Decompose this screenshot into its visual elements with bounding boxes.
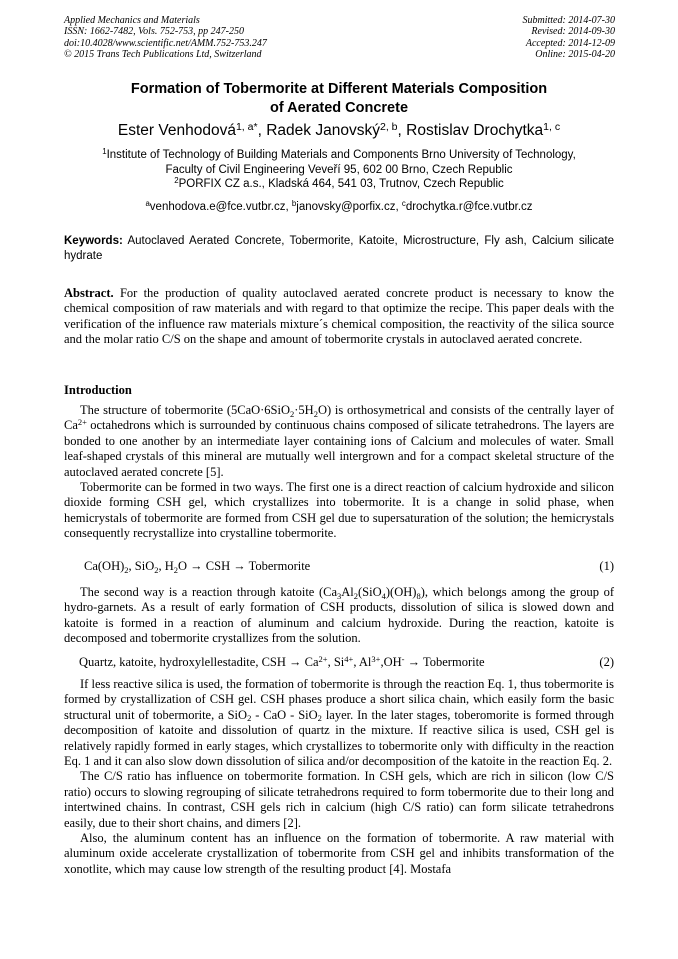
paragraph: The second way is a reaction through katoite $(Ca_3Al_2(SiO_4)(OH)_8)$, which belongs among the group of hydro-garnets. As a result of early formation of CSH products, dissolution of silica is slowed down and katoite is formed in a reaction of aluminum and calcium hydroxide. During the reaction, katoite is decomposed and tobermorite crystallizes from the solution.: [64, 585, 614, 646]
revised-date: Revised: 2014-09-30: [531, 26, 615, 38]
email-link[interactable]: janovsky@porfix.cz,: [296, 201, 399, 213]
paragraph: If less reactive silica is used, the formation of tobermorite is through the reaction Eq. 1, thus tobermorite is formed by crystallization of CSH gel. CSH phases produce a short silica chain, which easily form the basic structural unit of tobermorite, a SiO$_2$ - CaO - SiO$_2$ layer. In the later stages, toberomorite is formed through decomposition of katoite and dissolution of quartz in the mixture. If reactive silica is used, CSH gel is relatively rapidly formed in early stages, which crystallizes to tobermorite only with difficulty in the reaction Eq. 1 and it can also slow down dissolution of silica and/or decomposition of the katoite in the reaction Eq. 2.: [64, 677, 614, 769]
affiliation-line: [64, 148, 614, 163]
paper-title: [64, 80, 614, 118]
keywords-label: Keywords:: [64, 235, 123, 247]
online-date: Online: 2015-04-20: [535, 48, 615, 60]
affiliation-mark: 2: [174, 176, 179, 186]
email-mark: a: [145, 199, 150, 209]
equation-1: $Ca(OH)_2$, SiO$_2$, $H_2O$ → CSH → Tobermorite (1): [84, 559, 614, 575]
affiliation-text: Institute of Technology of Building Materials and Components Brno University of Technology,: [106, 149, 576, 161]
affiliation-line: Faculty of Civil Engineering Veveří 95, 602 00 Brno, Czech Republic: [165, 163, 513, 176]
author-affiliation-mark: 2, b: [379, 120, 398, 133]
intro-block-2: [64, 585, 614, 647]
submitted-date: Submitted: 2014-07-30: [522, 15, 615, 26]
author-affiliation-mark: 1, c: [543, 120, 561, 133]
author-name: Ester Venhodová: [117, 122, 236, 139]
keywords-text: Autoclaved Aerated Concrete, Tobermorite, Katoite, Microstructure, Fly ash, Calcium silicate hydrate: [64, 235, 615, 262]
affiliation-mark: 1: [102, 147, 107, 157]
paragraph: The C/S ratio has influence on tobermorite formation. In CSH gels, which are rich in silicon (low C/S ratio) occurs to slowing regrouping of silicate tetrahedrons required to form tobermorite due to their long and intertwined chains. In contrast, CSH gels rich in calcium (high C/S ratio) can form silicate tetrahedrons easily, due to their short chains, and dimers [2].: [64, 769, 614, 830]
email-list: [64, 200, 614, 214]
author-affiliation-mark: 1, a*: [235, 120, 258, 133]
issn-line: ISSN: 1662-7482, Vols. 752-753, pp 247-250: [64, 26, 244, 38]
email-link[interactable]: venhodova.e@fce.vutbr.cz,: [149, 201, 289, 213]
paragraph: The structure of tobermorite $(5CaO\cdot 6SiO_2\cdot 5H_2O)$ is orthosymetrical and consists of the centrally layer of $Ca^{2+}$ octahedrons which is surrounded by continuous chains composed of silicate tetrahedrons. The layers are bonded to one another by an intermediate layer containing ions of Calcium and molecules of water. Small leaf-shaped crystals of this mineral are mutually well intergrown and for a compact skeletal structure of the autoclaved aerated concrete [5].: [64, 403, 614, 479]
email-link[interactable]: drochytka.r@fce.vutbr.cz: [405, 201, 533, 213]
copyright-line: © 2015 Trans Tech Publications Ltd, Switzerland: [64, 48, 262, 60]
equation-number: (1): [599, 559, 614, 573]
section-heading: Introduction: [64, 383, 132, 397]
author-name: Radek Janovský: [266, 122, 380, 139]
paragraph: Tobermorite can be formed in two ways. The first one is a direct reaction of calcium hydroxide and silicon dioxide forming CSH gel, which crystallizes into tobermorite. It is a change in solid phase, when hemicrystals of tobermorite are formed from CSH gel due to supersaturation of the solution; the hemicrystals consequently recrystallize into crystalline tobermorite.: [64, 480, 614, 541]
author-list: Ester Venhodová$^{1, a*}$, Radek Janovský$^{2, b}$, Rostislav Drochytka$^{1, c}$: [117, 120, 561, 139]
title-line-2: of Aerated Concrete: [269, 100, 409, 116]
accepted-date: Accepted: 2014-12-09: [525, 37, 615, 49]
paragraph: Also, the aluminum content has an influence on the formation of tobermorite. A raw material with aluminum oxide accelerate crystallization of tobermorite from CSH gel and inhibits transformation of the xonotlite, which may cause low strength of the resulting product [4]. Mostafa: [64, 831, 614, 876]
equation-number: (2): [599, 655, 614, 669]
email-mark: c: [401, 199, 406, 209]
journal-info: [64, 15, 267, 60]
doi-line: doi:10.4028/www.scientific.net/AMM.752-753.247: [64, 37, 267, 49]
abstract-text: For the production of quality autoclaved aerated concrete product is necessary to know the chemical composition of raw materials and with regard to that optimize the recipe. This paper deals with the verification of the influence raw materials mixture´s chemical composition, the reactivity of the silica source and the molar ratio C/S on the shape and amount of tobermorite crystals in autoclaved aerated concrete.: [64, 286, 615, 347]
affiliation-line: [64, 177, 614, 192]
title-line-1: Formation of Tobermorite at Different Materials Composition: [130, 81, 548, 97]
keywords: [64, 234, 614, 263]
journal-name: Applied Mechanics and Materials: [64, 15, 200, 26]
publication-dates: [523, 15, 616, 60]
intro-block-1: [64, 403, 614, 542]
abstract: [64, 286, 614, 348]
equation-2: Quartz, katoite, hydroxylellestadite, CSH → $Ca^{2+}$, $Si^{4+}$, $Al^{3+},OH^-$ → Tobermorite (2): [79, 653, 614, 669]
affiliations: [64, 148, 614, 192]
affiliation-text: PORFIX CZ a.s., Kladská 464, 541 03, Trutnov, Czech Republic: [178, 178, 504, 190]
email-mark: b: [291, 199, 297, 209]
abstract-label: Abstract.: [64, 286, 114, 300]
author-name: Rostislav Drochytka: [406, 122, 544, 139]
intro-block-3: [64, 677, 614, 877]
abstract-paragraph: [64, 286, 614, 348]
